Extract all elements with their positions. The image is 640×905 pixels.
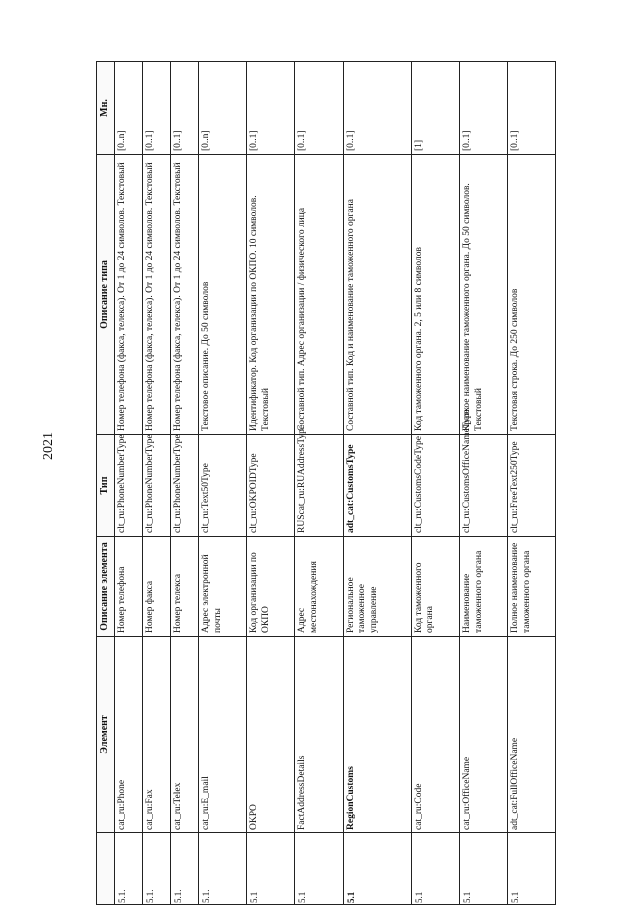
type-name: adt_cat:CustomsType bbox=[343, 435, 411, 537]
row-num: 5.1. bbox=[142, 833, 170, 905]
col-header-type-desc: Описание типа bbox=[97, 155, 115, 435]
row-num: 5.1. bbox=[114, 833, 142, 905]
multiplicity: [0..1] bbox=[170, 62, 198, 155]
type-name: clt_ru:Text50Type bbox=[199, 435, 247, 537]
type-description: Номер телефона (факса, телекса). От 1 до 24 символов. Текстовый bbox=[114, 155, 142, 435]
type-description: Номер телефона (факса, телекса). От 1 до 24 символов. Текстовый bbox=[170, 155, 198, 435]
element-name: OKPO bbox=[247, 637, 295, 833]
col-header-mult: Мн. bbox=[97, 62, 115, 155]
type-description: Код таможенного органа. 2, 5 или 8 символов bbox=[411, 155, 459, 435]
type-name: clt_ru:PhoneNumberType bbox=[114, 435, 142, 537]
element-name: RegionCustoms bbox=[343, 637, 411, 833]
element-name: cat_ru:Phone bbox=[114, 637, 142, 833]
table-row bbox=[507, 62, 555, 905]
multiplicity: [0..1] bbox=[247, 62, 295, 155]
row-num: 5.1 bbox=[411, 833, 459, 905]
type-name: clt_ru:PhoneNumberType bbox=[170, 435, 198, 537]
col-header-num bbox=[97, 833, 115, 905]
element-name: cat_ru:OfficeName bbox=[459, 637, 507, 833]
table-row bbox=[114, 62, 142, 905]
element-name: adt_cat:FullOfficeName bbox=[507, 637, 555, 833]
element-description: Номер телефона bbox=[114, 537, 142, 637]
table-row bbox=[411, 62, 459, 905]
multiplicity: [0..1] bbox=[142, 62, 170, 155]
element-description: Адрес местонахождения bbox=[295, 537, 343, 637]
table-row bbox=[295, 62, 343, 905]
row-num: 5.1 bbox=[247, 833, 295, 905]
col-header-type: Тип bbox=[97, 435, 115, 537]
element-name: cat_ru:E_mail bbox=[199, 637, 247, 833]
type-name: RUScat_ru:RUAddressType bbox=[295, 435, 343, 537]
multiplicity: [0..n] bbox=[199, 62, 247, 155]
multiplicity: [0..1] bbox=[343, 62, 411, 155]
table-row bbox=[199, 62, 247, 905]
element-name: FactAddressDetails bbox=[295, 637, 343, 833]
element-description: Региональное таможенное управление bbox=[343, 537, 411, 637]
type-description: Номер телефона (факса, телекса). От 1 до 24 символов. Текстовый bbox=[142, 155, 170, 435]
table-row bbox=[247, 62, 295, 905]
element-description: Код организации по ОКПО bbox=[247, 537, 295, 637]
element-name: cat_ru:Telex bbox=[170, 637, 198, 833]
table-row bbox=[459, 62, 507, 905]
col-header-element-desc: Описание элемента bbox=[97, 537, 115, 637]
table-header-row bbox=[97, 62, 115, 905]
multiplicity: [0..1] bbox=[459, 62, 507, 155]
multiplicity: [0..n] bbox=[114, 62, 142, 155]
type-description: Составной тип. Код и наименование таможенного органа bbox=[343, 155, 411, 435]
type-name: clt_ru:CustomsCodeType bbox=[411, 435, 459, 537]
type-name: clt_ru:OKPOIDType bbox=[247, 435, 295, 537]
type-name: clt_ru:FreeText250Type bbox=[507, 435, 555, 537]
type-name: clt_ru:PhoneNumberType bbox=[142, 435, 170, 537]
type-name: clt_ru:CustomsOfficeNameType bbox=[459, 435, 507, 537]
element-description: Наименование таможенного органа bbox=[459, 537, 507, 637]
element-name: cat_ru:Code bbox=[411, 637, 459, 833]
multiplicity: [0..1] bbox=[507, 62, 555, 155]
rotated-table-container bbox=[96, 62, 556, 905]
elements-table bbox=[96, 61, 556, 905]
type-description: Текстовая строка. До 250 символов bbox=[507, 155, 555, 435]
element-description: Номер телекса bbox=[170, 537, 198, 637]
element-description: Полное наименование таможенного органа bbox=[507, 537, 555, 637]
type-description: Текстовое описание. До 50 символов bbox=[199, 155, 247, 435]
element-description: Номер факса bbox=[142, 537, 170, 637]
col-header-element: Элемент bbox=[97, 637, 115, 833]
element-description: Адрес электронной почты bbox=[199, 537, 247, 637]
element-description: Код таможенного органа bbox=[411, 537, 459, 637]
type-description: Составной тип. Адрес организации / физического лица bbox=[295, 155, 343, 435]
row-num: 5.1 bbox=[459, 833, 507, 905]
page-number: 2021 bbox=[41, 432, 56, 460]
type-description: Идентификатор. Код организации по ОКПО. 10 символов. Текстовый bbox=[247, 155, 295, 435]
row-num: 5.1. bbox=[199, 833, 247, 905]
multiplicity: [0..1] bbox=[295, 62, 343, 155]
type-description: Краткое наименование таможенного органа. До 50 символов. Текстовый bbox=[459, 155, 507, 435]
row-num: 5.1 bbox=[295, 833, 343, 905]
row-num: 5.1. bbox=[170, 833, 198, 905]
row-num: 5.1 bbox=[343, 833, 411, 905]
table-row bbox=[170, 62, 198, 905]
multiplicity: [1] bbox=[411, 62, 459, 155]
row-num: 5.1 bbox=[507, 833, 555, 905]
table-row bbox=[343, 62, 411, 905]
element-name: cat_ru:Fax bbox=[142, 637, 170, 833]
table-row bbox=[142, 62, 170, 905]
